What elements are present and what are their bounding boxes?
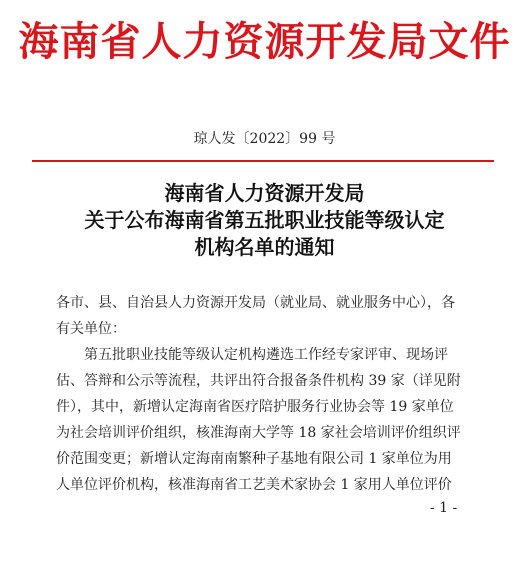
body-line: 各市、县、自治县人力资源开发局（就业局、就业服务中心），各: [56, 295, 455, 311]
notice-body: [56, 290, 476, 498]
notice-title-line-3: 机构名单的通知: [194, 235, 335, 259]
masthead-title: 海南省人力资源开发局文件: [18, 18, 511, 65]
body-line: 价范围变更；新增认定海南南繁种子基地有限公司 1 家单位为用: [56, 451, 452, 467]
body-line: 有关单位：: [56, 321, 126, 337]
red-divider: [32, 160, 494, 162]
body-line: 估、答辩和公示等流程，共评出符合报备条件机构 39 家（详见附: [56, 373, 461, 389]
body-line: 第五批职业技能等级认定机构遴选工作经专家评审、现场评: [84, 347, 448, 363]
body-line: 人单位评价机构，核准海南省工艺美术家协会 1 家用人单位评价: [56, 477, 452, 493]
notice-title: [0, 180, 529, 261]
body-line: 件），其中，新增认定海南省医疗陪护服务行业协会等 19 家单位: [56, 399, 454, 415]
notice-title-line-2: 关于公布海南省第五批职业技能等级认定: [84, 208, 445, 232]
page-number: - 1 -: [430, 500, 458, 516]
notice-title-line-1: 海南省人力资源开发局: [164, 181, 365, 205]
body-line: 为社会培训评价组织，核准海南大学等 18 家社会培训评价组织评: [56, 425, 461, 441]
document-number: 琼人发〔2022〕99 号: [193, 131, 336, 147]
